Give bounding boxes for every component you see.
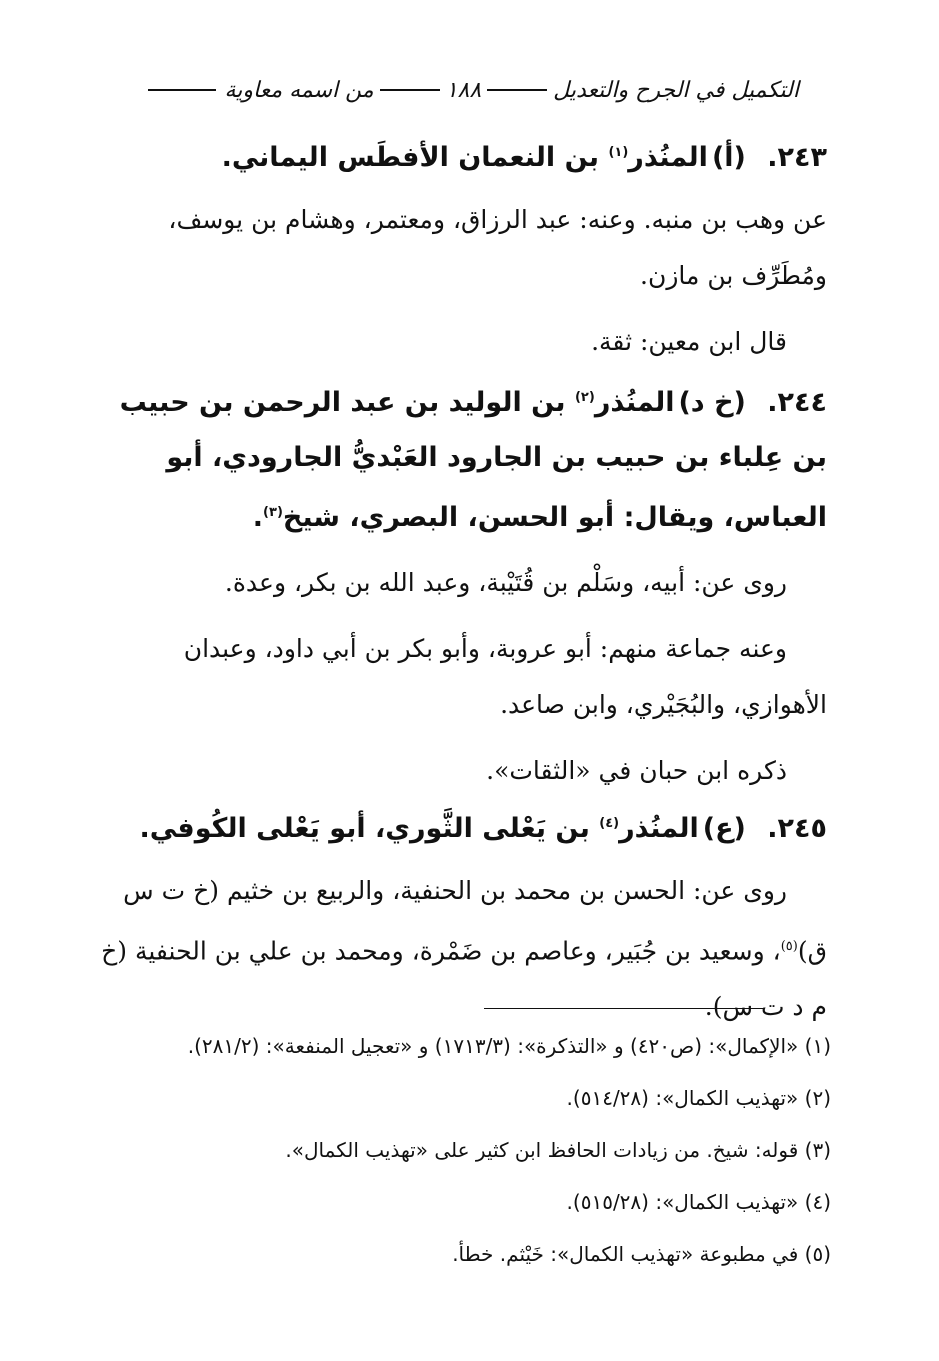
entry-symbols: (خ د)	[678, 387, 746, 418]
footnote-4: (٤) «تهذيب الكمال»: (٥١٥/٢٨).	[566, 1190, 831, 1214]
entry-paragraph: قال ابن معين: ثقة.	[591, 327, 787, 356]
footnote-5: (٥) في مطبوعة «تهذيب الكمال»: خَيْثم. خطأ.	[452, 1242, 831, 1266]
entry-name-rest: بن يَعْلى الثَّوري، أبو يَعْلى الكُوفي.	[139, 813, 590, 844]
entry-name: المنُذر	[594, 387, 675, 418]
footnote-ref: (٢)	[574, 390, 595, 405]
entry-number: ٢٤٤.	[767, 387, 827, 418]
entry-name-rest: بن الوليد بن عبد الرحمن بن حبيب بن عِلباء بن حبيب بن الجارود العَبْديُّ الجارودي، أبو العباس، ويقال: أبو الحسن، البصري،	[119, 387, 827, 533]
entry-heading-244	[100, 370, 827, 545]
footnote-ref: (٣)	[263, 505, 283, 520]
entry-heading-245	[100, 799, 827, 853]
section-title: من اسمه معاوية	[224, 77, 374, 103]
header-divider	[148, 89, 216, 91]
entry-paragraph: عن وهب بن منبه. وعنه: عبد الرزاق، ومعتمر، وهشام بن يوسف، ومُطَرِّف بن مازن.	[168, 205, 827, 290]
footnote-ref: (١)	[608, 145, 629, 160]
footnote-ref: (٤)	[599, 816, 620, 831]
entry-symbols: (أ)	[711, 142, 746, 173]
page-number: ١٨٨	[445, 77, 482, 103]
entry-name-rest: بن النعمان الأفطَس اليماني.	[221, 142, 600, 173]
entry-paragraph	[100, 863, 827, 1035]
footnote-divider	[484, 1008, 764, 1009]
entry-number: ٢٤٥.	[767, 813, 827, 844]
entry-heading-end: .	[252, 502, 264, 533]
footnotes	[140, 1020, 831, 1280]
entry-name-tail: شيخ	[282, 502, 340, 533]
book-title: التكميل في الجرح والتعديل	[553, 77, 799, 103]
main-text	[100, 128, 827, 1035]
entry-paragraph: ذكره ابن حبان في «الثقات».	[486, 756, 787, 785]
paragraph-text: ، وسعيد بن جُبَير، وعاصم بن ضَمْرة، ومحمد بن علي بن الحنفية (خ م د ت س).	[101, 936, 827, 1022]
footnote-1: (١) «الإكمال»: (ص٤٢٠) و «التذكرة»: (١٧١٣/٣) و «تعجيل المنفعة»: (٢٨١/٢).	[187, 1034, 831, 1058]
footnote-ref: (٥)	[780, 939, 798, 954]
entry-paragraph: وعنه جماعة منهم: أبو عروبة، وأبو بكر بن أبي داود، وعبدان الأهوازي، والبُجَيْري، وابن صاعد.	[183, 634, 827, 719]
header-divider	[380, 89, 440, 91]
entry-symbols: (ع)	[702, 813, 746, 844]
entry-paragraph: روى عن: أبيه، وسَلْم بن قُتَيْبة، وعبد الله بن بكر، وعدة.	[224, 568, 787, 597]
entry-name: المنُذر	[619, 813, 699, 844]
entry-name: المنُذر	[628, 142, 708, 173]
running-header	[140, 70, 799, 110]
footnote-3: (٣) قوله: شيخ. من زيادات الحافظ ابن كثير على «تهذيب الكمال».	[285, 1138, 831, 1162]
header-divider	[487, 89, 547, 91]
entry-number: ٢٤٣.	[767, 142, 827, 173]
entry-heading-243	[100, 128, 827, 182]
footnote-2: (٢) «تهذيب الكمال»: (٥١٤/٢٨).	[566, 1086, 831, 1110]
paragraph-text: روى عن: الحسن بن محمد بن الحنفية، والربيع بن خثيم (خ ت س ق)	[123, 876, 827, 966]
